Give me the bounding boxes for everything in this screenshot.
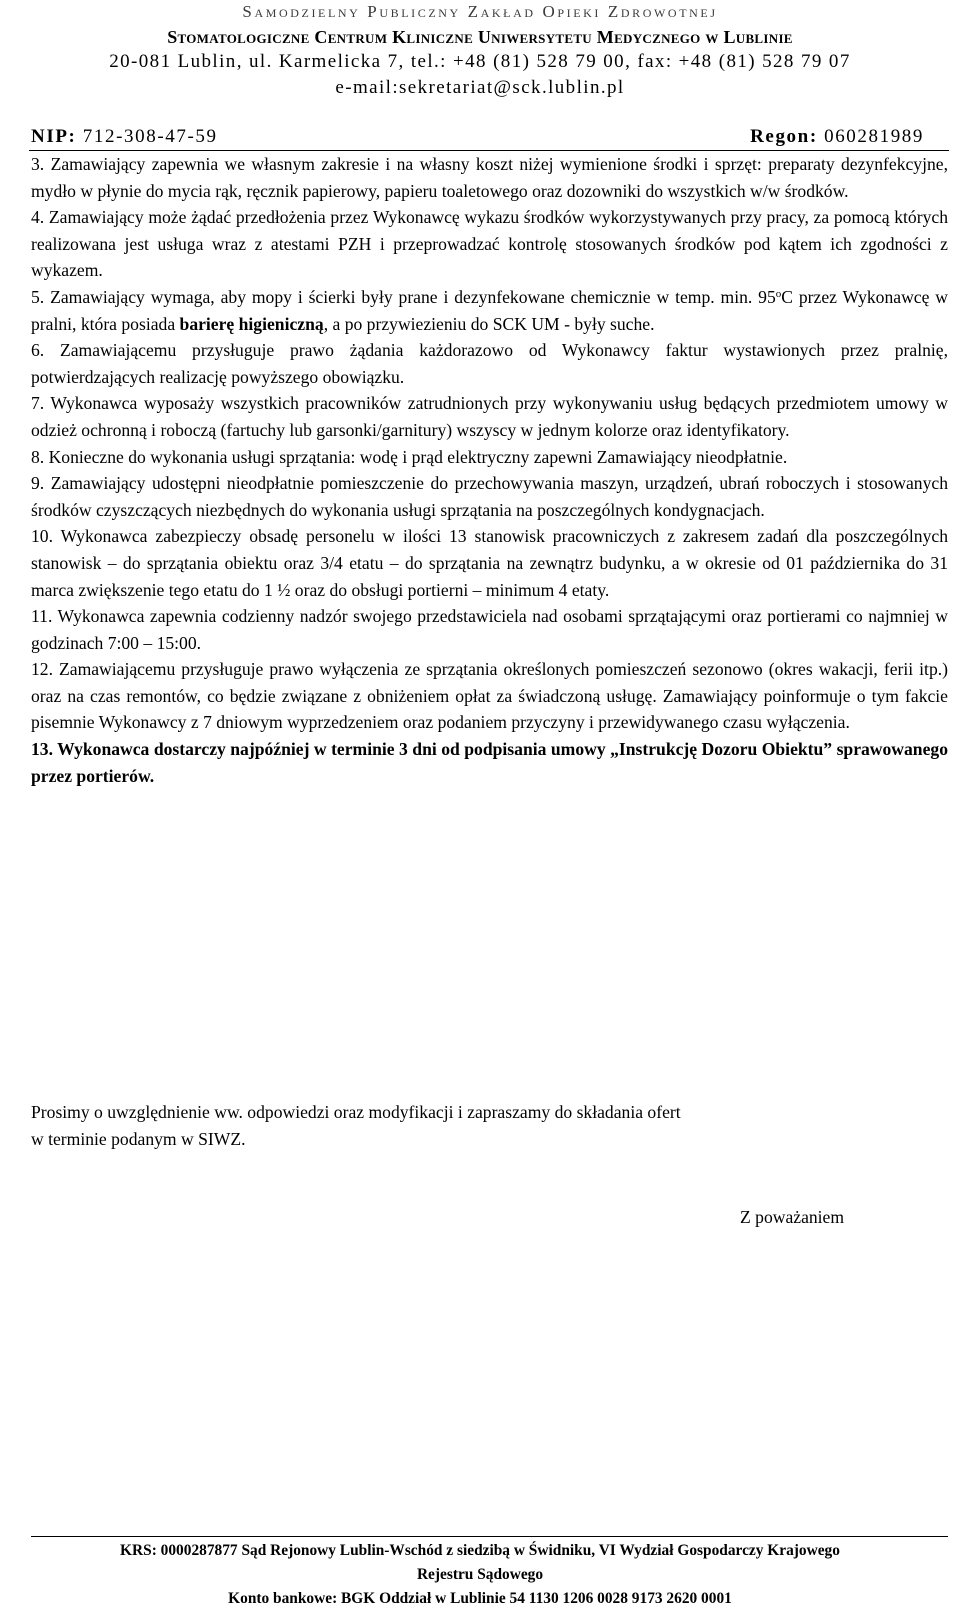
- footer-bank-line: Konto bankowe: BGK Oddział w Lublinie 54 1130 1206 0028 9173 2620 0001: [228, 1590, 732, 1607]
- footer-divider: [31, 1536, 948, 1537]
- institution-name: Samodzielny Publiczny Zakład Opieki Zdrowotnej: [242, 2, 718, 21]
- paragraph-p3: [31, 151, 948, 204]
- email-line: e-mail:sekretariat@sck.lublin.pl: [335, 77, 625, 98]
- text-segment: 11. Wykonawca zapewnia codzienny nadzór swojego przedstawiciela nad osobami sprzątającymi oraz portierami co najmniej w godzinach 7:00 – 15:00.: [31, 606, 948, 653]
- text-segment: 9. Zamawiający udostępni nieodpłatnie pomieszczenie do przechowywania maszyn, urządzeń, ubrań roboczych i stosowanych środków czyszczących niezbędnych do wykonania usługi sprzątania na poszczególnych kondygnacjach.: [31, 473, 948, 520]
- paragraph-p7: [31, 390, 948, 443]
- paragraph-p12: [31, 656, 948, 736]
- text-segment: 12. Zamawiającemu przysługuje prawo wyłączenia ze sprzątania określonych pomieszczeń sezonowo (okres wakacji, ferii itp.) oraz na czas remontów, co będzie związane z obniżeniem opłat za świadczoną usługę. Zamawiający poinformuje o tym fakcie pisemnie Wykonawcy z 7 dniowym wyprzedzeniem oraz podaniem przyczyny i przewidywanego czasu wyłączenia.: [31, 659, 948, 733]
- regon-label: Regon:: [750, 126, 818, 147]
- text-segment: , a po przywiezieniu do SCK UM - były suche.: [323, 313, 655, 334]
- bold-text: barierę higieniczną: [179, 313, 324, 334]
- text-segment: 10. Wykonawca zabezpieczy obsadę personelu w ilości 13 stanowisk pracowniczych z zakresem zadań dla poszczególnych stanowisk – do sprzątania obiektu oraz 3/4 etatu – do sprzątania na zewnątrz budynku, a w okresie od 01 października do 31 marca zwiększenie tego etatu do 1 ½ oraz do obsługi portierni – minimum 4 etaty.: [31, 526, 948, 600]
- text-segment: 6. Zamawiającemu przysługuje prawo żądania każdorazowo od Wykonawcy faktur wystawionych przez pralnię, potwierdzających realizację powyższego obowiązku.: [31, 340, 948, 387]
- paragraph-p10: [31, 523, 948, 603]
- paragraph-p4: [31, 204, 948, 284]
- superscript: o: [775, 287, 782, 300]
- nip: [31, 126, 218, 148]
- paragraph-p6: [31, 337, 948, 390]
- regon-value: 060281989: [817, 126, 924, 147]
- closing-line-1: Prosimy o uwzględnienie ww. odpowiedzi oraz modyfikacji i zapraszamy do składania ofert: [31, 1102, 681, 1122]
- signoff: Z poważaniem: [740, 1207, 845, 1227]
- footer-registry-line: Rejestru Sądowego: [416, 1566, 544, 1583]
- footer-krs-line: KRS: 0000287877 Sąd Rejonowy Lublin-Wschód z siedzibą w Świdniku, VI Wydział Gospodarczy Krajowego: [120, 1542, 840, 1559]
- text-segment: 4. Zamawiający może żądać przedłożenia przez Wykonawcę wykazu środków wykorzystywanych przy pracy, za pomocą których realizowana jest usługa wraz z atestami PZH i przeprowadzać kontrolę stosowanych środków pod kątem ich zgodności z wykazem.: [31, 207, 948, 281]
- text-segment: 13. Wykonawca dostarczy najpóźniej w terminie 3 dni od podpisania umowy „Instrukcję Dozoru Obiektu” sprawowanego przez portierów.: [31, 739, 948, 786]
- nip-value: 712-308-47-59: [76, 126, 218, 147]
- closing-line-2: w terminie podanym w SIWZ.: [31, 1128, 246, 1149]
- paragraph-p8: [31, 444, 948, 471]
- text-segment: C przez Wykonawcę w pralni, która posiada: [31, 286, 948, 334]
- paragraph-p9: [31, 470, 948, 523]
- nip-label: NIP:: [31, 126, 77, 147]
- footer: [0, 1539, 960, 1611]
- closing-paragraph: [31, 1099, 931, 1152]
- address-line: 20-081 Lublin, ul. Karmelicka 7, tel.: +48 (81) 528 79 00, fax: +48 (81) 528 79 07: [109, 51, 851, 72]
- paragraph-p5: [31, 284, 948, 337]
- text-segment: 7. Wykonawca wyposaży wszystkich pracowników zatrudnionych przy wykonywaniu usług będących przedmiotem umowy w odzież ochronną i roboczą (fartuchy lub garsonki/garnitury) wszyscy w jednym kolorze oraz identyfikatory.: [31, 393, 948, 440]
- document-body: [31, 151, 948, 789]
- paragraph-p13: [31, 736, 948, 789]
- regon: [750, 126, 924, 148]
- text-segment: 5. Zamawiający wymaga, aby mopy i ścierki były prane i dezynfekowane chemicznie w temp. min. 95: [31, 286, 776, 307]
- text-segment: 8. Konieczne do wykonania usługi sprzątania: wodę i prąd elektryczny zapewni Zamawiający nieodpłatnie.: [31, 446, 788, 467]
- text-segment: 3. Zamawiający zapewnia we własnym zakresie i na własny koszt niżej wymienione środki i sprzęt: preparaty dezynfekcyjne, mydło w płynie do mycia rąk, ręcznik papierowy, papieru toaletowego oraz dozowniki do wszystkich w/w środków.: [31, 154, 948, 201]
- center-name: Stomatologiczne Centrum Kliniczne Uniwersytetu Medycznego w Lublinie: [167, 27, 793, 47]
- paragraph-p11: [31, 603, 948, 656]
